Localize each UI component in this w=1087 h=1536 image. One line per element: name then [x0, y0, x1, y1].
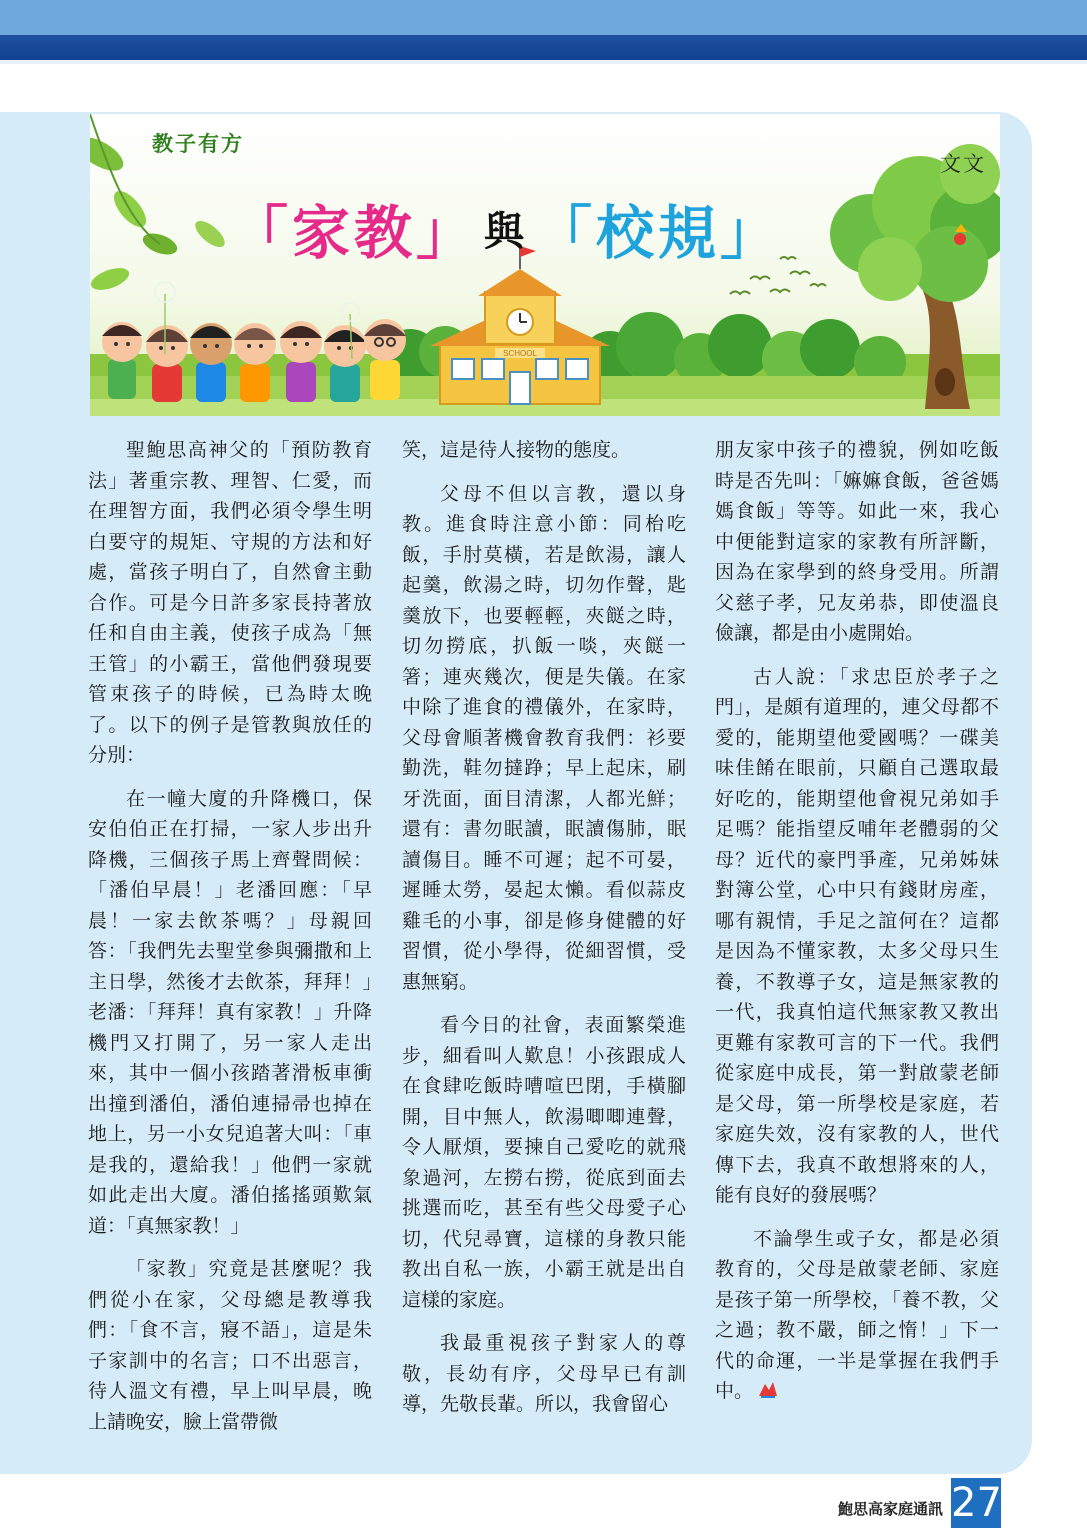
section-label: 教子有方: [152, 132, 244, 156]
paragraph: 在一幢大廈的升降機口，保安伯伯正在打掃，一家人步出升降機，三個孩子馬上齊聲問候：「潘伯早晨！」老潘回應：「早晨！一家去飲茶嗎？」母親回答：「我們先去聖堂參與彌撒和上主日學，然後才去飲茶，拜拜！」老潘：「拜拜！真有家教！」升降機門又打開了，另一家人走出來，其中一個小孩踏著滑板車衝出撞到潘伯，潘伯連掃帚也掉在地上，另一小女兒追著大叫：「車是我的，還給我！」他們一家就如此走出大廈。潘伯搖搖頭歎氣道：「真無家教！」: [88, 787, 372, 1237]
title-part-school-rules: 「校規」: [534, 199, 783, 267]
top-band-divider: [0, 60, 1087, 64]
paragraph-text: 不論學生或子女，都是必須教育的，父母是啟蒙老師、家庭是孩子第一所學校，「養不教，父之過；教不嚴，師之惰！」下一代的命運，一半是掌握在我們手中。: [715, 1227, 999, 1402]
top-color-band: [0, 0, 1087, 64]
article-column-1: [88, 435, 372, 1450]
paragraph: 「家教」究竟是甚麼呢？我們從小在家，父母總是教導我們：「食不言，寢不語」，這是朱子家訓中的名言；口不出惡言，待人溫文有禮，早上叫早晨，晚上請晚安，臉上當帶微: [88, 1258, 372, 1433]
paragraph: 古人說：「求忠臣於孝子之門」，是頗有道理的，連父母都不愛的，能期望他愛國嗎？一碟美味佳餚在眼前，只顧自己選取最好吃的，能期望他會視兄弟如手足嗎？能指望反哺年老體弱的父母？近代的豪門爭產，兄弟姊妹對簿公堂，心中只有錢財房產，哪有親情，手足之誼何在？這都是因為不懂家教，太多父母只生養，不教導子女，這是無家教的一代，我真怕這代無家教又教出更難有家教可言的下一代。我們從家庭中成長，第一對啟蒙老師是父母，第一所學校是家庭，若家庭失效，沒有家教的人，世代傳下去，我真不敢想將來的人，能有良好的發展嗎？: [715, 665, 999, 1206]
article-end-mark-icon: [757, 1380, 779, 1400]
paragraph: 父母不但以言教，還以身教。進食時注意小節：同枱吃飯，手肘莫橫，若是飲湯，讓人起羹，飲湯之時，切勿作聲，匙羹放下，也要輕輕，夾餸之時，切勿撈底，扒飯一啖，夾餸一箸；連夾幾次，便是失儀。在家中除了進食的禮儀外，在家時，父母會順著機會教育我們：衫要勤洗，鞋勿撻踭；早上起床，刷牙洗面，面目清潔，人都光鮮；還有：書勿眠讀，眠讀傷肺，眠讀傷目。睡不可遲；起不可晏，遲睡太勞，晏起太懶。看似蒜皮雞毛的小事，卻是修身健體的好習慣，從小學得，從細習慣，受惠無窮。: [402, 482, 686, 993]
author-name: 文文: [940, 152, 986, 176]
article-column-2: [402, 435, 686, 1433]
paragraph: 朋友家中孩子的禮貌，例如吃飯時是否先叫：「嫲嫲食飯，爸爸媽媽食飯」等等。如此一來，我心中便能對這家的家教有所評斷，因為在家學到的終身受用。所謂父慈子孝，兄友弟恭，即使溫良儉讓，都是由小處開始。: [715, 439, 999, 644]
paragraph: 我最重視孩子對家人的尊敬，長幼有序，父母早已有訓導，先敬長輩。所以，我會留心: [402, 1332, 686, 1415]
title-part-home-education: 「家教」: [230, 199, 479, 267]
page-number: 27: [951, 1480, 1002, 1526]
school-sign: SCHOOL: [503, 349, 537, 358]
publication-name: 鮑思高家庭通訊: [838, 1500, 944, 1518]
paragraph: 聖鮑思高神父的「預防教育法」著重宗教、理智、仁愛，而在理智方面，我們必須令學生明白要守的規矩、守規的方法和好處，當孩子明白了，自然會主動合作。可是今日許多家長持著放任和自由主義，使孩子成為「無王管」的小霸王，當他們發現要管束孩子的時候，已為時太晚了。以下的例子是管教與放任的分別：: [88, 439, 372, 766]
paragraph: [715, 1224, 999, 1407]
paragraph: 笑，這是待人接物的態度。: [402, 439, 631, 461]
article-column-3: [715, 435, 999, 1420]
article-title: [230, 186, 782, 270]
title-conjunction: 與: [484, 209, 529, 255]
paragraph: 看今日的社會，表面繁榮進步，細看叫人歎息！小孩跟成人在食肆吃飯時嘈喧巴閉，手橫腳開，目中無人，飲湯唧唧連聲，令人厭煩，要揀自己愛吃的就飛象過河，左撈右撈，從底到面去挑選而吃，甚至有些父母愛子心切，代兒尋寶，這樣的身教只能教出自私一族，小霸王就是出自這樣的家庭。: [402, 1014, 686, 1311]
